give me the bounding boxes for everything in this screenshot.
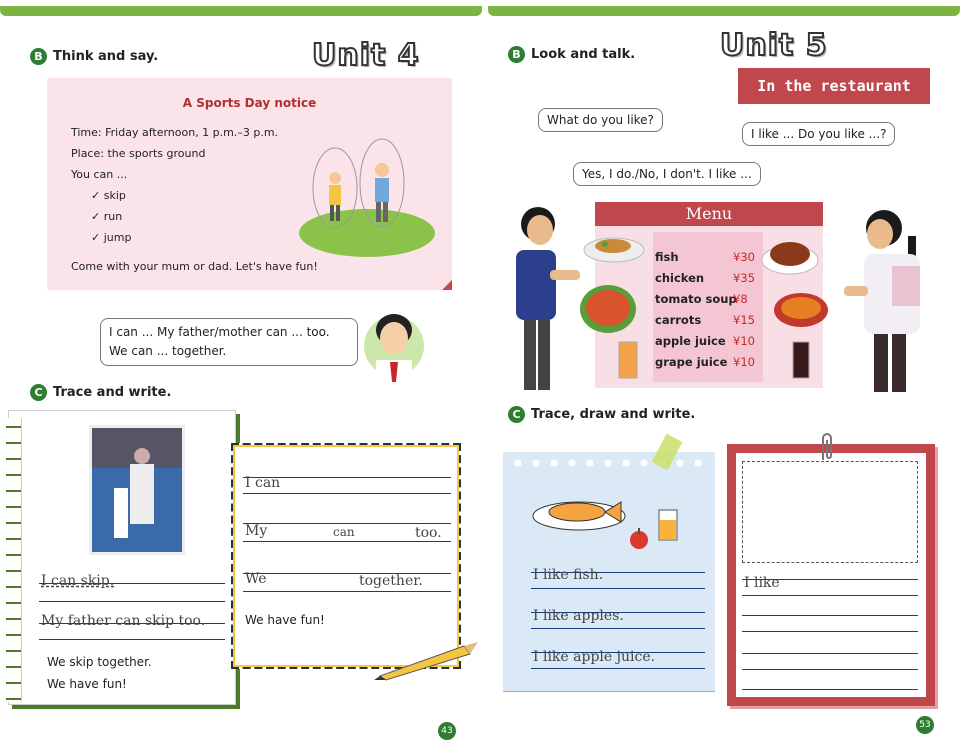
boy-customer-illustration [512,204,584,394]
notice-title: A Sports Day notice [182,96,317,110]
nb-right-line-2b: can [333,525,355,539]
unit-4-title: Unit 4 [312,38,420,73]
nb-right-line-1: I can [245,475,281,491]
menu-item-name: carrots [655,313,702,327]
notice-corner [442,280,452,290]
menu-item-name: apple juice [655,334,726,348]
menu-item-price: ¥10 [733,355,755,369]
menu-item-price: ¥10 [733,334,755,348]
restaurant-menu [595,202,823,388]
menu-title: Menu [595,202,823,226]
blue-writing-card [503,452,715,692]
restaurant-banner: In the restaurant [738,68,930,104]
juice-glass-icon [657,508,679,542]
left-section-b-title [30,48,158,65]
right-section-b-badge: B [508,46,525,63]
sports-day-notice [47,78,452,290]
bubble-yes-i-do: Yes, I do./No, I don't. I like ... [573,162,761,186]
nb-right-line-3a: We [245,571,267,587]
notebook-spiral [6,418,22,702]
nb-right-line-3b: together. [359,573,423,589]
card-left-line-1: I like fish. [533,567,604,583]
bubble-i-like: I like ... Do you like ...? [742,122,895,146]
unit-5-title: Unit 5 [720,28,828,63]
nb-right-line-2c: too. [415,525,442,541]
apple-icon [627,526,651,550]
speech-line-1: I can ... My father/mother can ... too. [109,325,330,339]
menu-item-price: ¥35 [733,271,755,285]
menu-item-name: grape juice [655,355,728,369]
girl-waiter-illustration [844,206,928,394]
left-speech-bubble [100,318,358,366]
bubble-what-do-you-like: What do you like? [538,108,663,132]
menu-item-price: ¥30 [733,250,755,264]
notice-you-can: You can ... [71,168,128,181]
spiral-notebook [8,410,236,705]
fish-dish-icon [583,230,645,264]
section-b-label: Think and say. [53,49,159,64]
soup-bowl-icon [579,284,637,334]
paper-clip-icon [818,432,836,462]
right-section-b-label: Look and talk. [531,47,636,62]
drawing-box [742,461,918,563]
nb-right-line-4: We have fun! [245,613,325,627]
section-c-badge: C [30,384,47,401]
nb-right-line-2a: My [245,523,268,539]
card-left-line-3: I like apple juice. [533,649,656,665]
pencil-icon [374,640,480,682]
chicken-dish-icon [761,234,819,276]
notice-time: Time: Friday afternoon, 1 p.m.–3 p.m. [71,126,279,139]
grape-juice-icon [791,340,811,380]
section-b-badge: B [30,48,47,65]
dashed-writing-card [231,443,461,669]
notice-footer: Come with your mum or dad. Let's have fun! [71,260,318,273]
menu-item-name: fish [655,250,679,264]
right-section-c-badge: C [508,406,525,423]
card-holes [509,458,709,468]
nb-left-line-2: My father can skip too. [41,613,206,629]
card-right-line-1: I like [744,575,780,591]
boy-avatar-illustration [362,302,426,390]
card-left-line-2: I like apples. [533,608,624,624]
notice-item-run: ✓ run [91,210,123,223]
red-drawing-card [727,444,935,706]
right-section-c-label: Trace, draw and write. [531,407,696,422]
section-c-label: Trace and write. [53,385,172,400]
menu-item-price: ¥8 [733,292,748,306]
right-top-bar [488,6,960,16]
notice-item-jump: ✓ jump [91,231,132,244]
menu-item-price: ¥15 [733,313,755,327]
nb-left-line-1: I can skip. [41,573,115,589]
apple-juice-icon [617,340,639,380]
notice-place: Place: the sports ground [71,147,206,160]
fish-plate-icon [531,492,627,532]
right-section-c-title [508,406,695,423]
page-number-43: 43 [438,722,456,740]
notice-item-skip: ✓ skip [91,189,126,202]
left-top-bar [0,6,482,16]
left-section-c-title [30,384,171,401]
menu-item-name: chicken [655,271,705,285]
page-number-53: 53 [916,716,934,734]
right-section-b-title [508,46,635,63]
jump-rope-kids-illustration [297,138,437,258]
nb-left-line-3: We skip together. [47,655,152,669]
menu-item-name: tomato soup [655,292,737,306]
nb-left-line-4: We have fun! [47,677,127,691]
speech-line-2: We can ... together. [109,344,227,358]
notebook-photo [89,425,185,555]
carrots-dish-icon [773,288,829,328]
